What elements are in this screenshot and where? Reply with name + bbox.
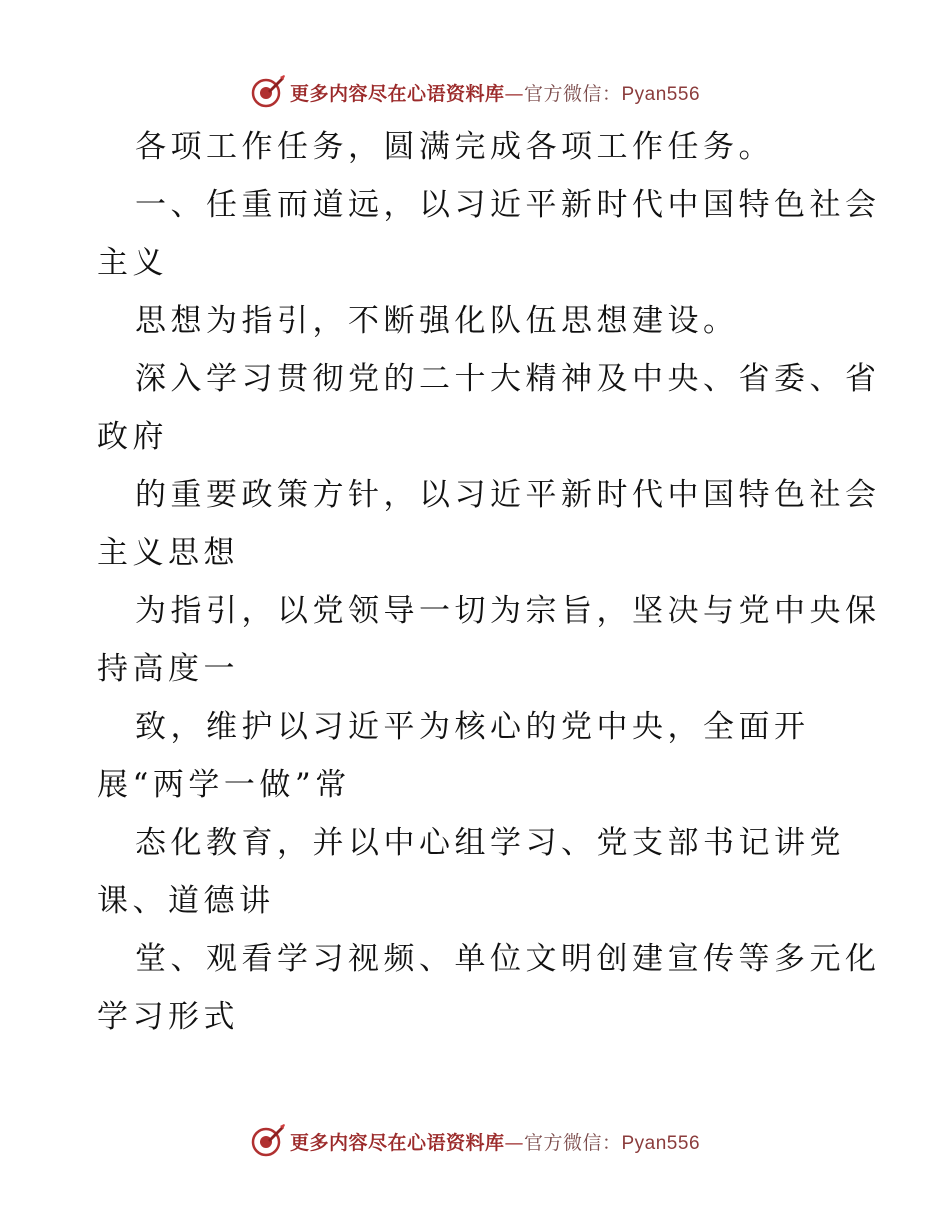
body-line: 主义思想 <box>97 535 239 571</box>
header-wechat-id: Pyan556 <box>621 83 701 105</box>
footer-banner <box>0 1121 950 1161</box>
body-line: 各项工作任务，圆满完成各项工作任务。 <box>135 129 774 165</box>
body-line: 学习形式 <box>97 999 239 1035</box>
body-line: 致，维护以习近平为核心的党中央，全面开 <box>135 709 810 745</box>
footer-dash: — <box>504 1131 524 1154</box>
body-line: 持高度一 <box>97 651 239 687</box>
header-sub-text: 官方微信： <box>523 82 622 105</box>
body-line: 展“两学一做”常 <box>97 767 351 803</box>
body-line: 态化教育，并以中心组学习、党支部书记讲党 <box>135 825 845 861</box>
header-banner <box>0 72 950 112</box>
header-brand-text: 更多内容尽在心语资料库 <box>289 82 505 105</box>
pen-logo-icon <box>250 1123 286 1159</box>
body-line: 课、道德讲 <box>97 883 275 919</box>
header-banner-text <box>290 79 700 106</box>
header-dash: — <box>504 82 524 105</box>
body-line: 政府 <box>97 419 168 455</box>
body-line: 主义 <box>97 245 168 281</box>
body-line: 的重要政策方针，以习近平新时代中国特色社会 <box>135 477 881 513</box>
footer-sub-text: 官方微信： <box>523 1131 622 1154</box>
body-line: 堂、观看学习视频、单位文明创建宣传等多元化 <box>135 941 881 977</box>
body-line: 思想为指引，不断强化队伍思想建设。 <box>135 303 739 339</box>
body-line: 一、任重而道远，以习近平新时代中国特色社会 <box>135 187 881 223</box>
document-body <box>97 118 897 1046</box>
footer-wechat-id: Pyan556 <box>621 1132 701 1154</box>
footer-banner-text <box>290 1128 700 1155</box>
footer-brand-text: 更多内容尽在心语资料库 <box>289 1131 505 1154</box>
body-line: 深入学习贯彻党的二十大精神及中央、省委、省 <box>135 361 881 397</box>
pen-logo-icon <box>250 74 286 110</box>
body-line: 为指引，以党领导一切为宗旨，坚决与党中央保 <box>135 593 881 629</box>
